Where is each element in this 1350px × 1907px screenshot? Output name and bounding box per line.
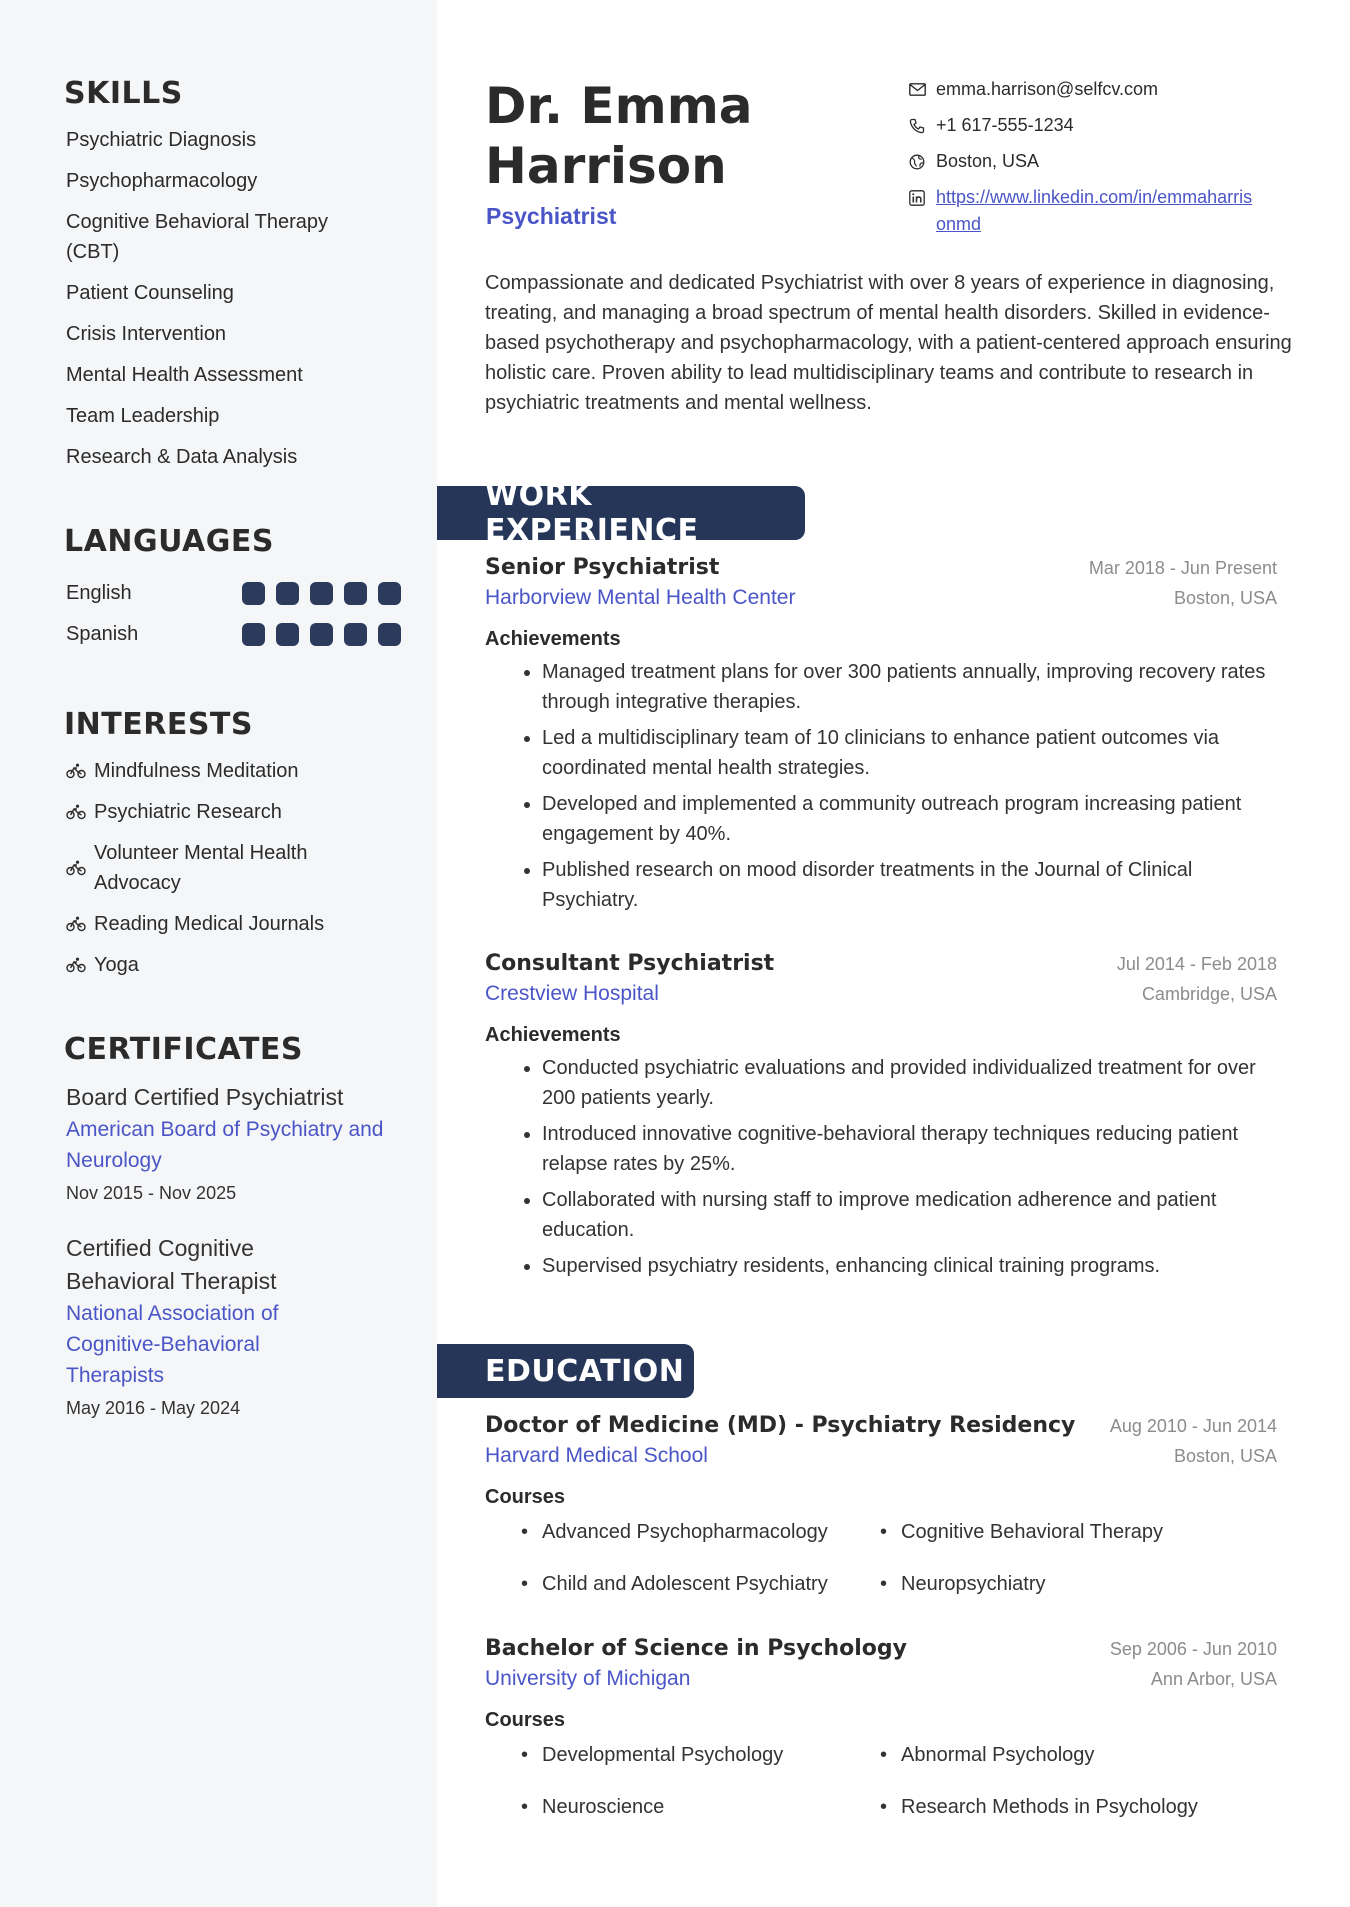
- achievements-label: Achievements: [485, 628, 621, 650]
- language-row: [64, 573, 401, 614]
- mail-icon: [909, 76, 931, 103]
- achievement-item: • Developed and implemented a community outreach program increasing patient engagement by 40%.: [542, 789, 1277, 849]
- certificate-dates: May 2016 - May 2024: [66, 1398, 241, 1418]
- certificate-org: National Association of Cognitive-Behavioral Therapists: [66, 1302, 279, 1387]
- course-item: • Research Methods in Psychology: [871, 1792, 1271, 1844]
- candidate-name: [485, 76, 753, 196]
- name-line: Harrison: [485, 137, 727, 195]
- sidebar: [0, 0, 437, 1907]
- language-name: English: [66, 582, 132, 604]
- job-entry: [485, 951, 1277, 1287]
- interest-label: Psychiatric Research: [94, 801, 282, 823]
- skill-item: Research & Data Analysis: [66, 446, 298, 468]
- achievement-item: • Managed treatment plans for over 300 patients annually, improving recovery rates through integrative therapies.: [542, 657, 1277, 717]
- profile-summary: Compassionate and dedicated Psychiatrist with over 8 years of experience in diagnosing, treating, and managing a broad spectrum of mental health disorders. Skilled in evidence-based psychotherapy and psychopharmacology, with a patient-centered approach ensuring holistic care. Proven ability to lead multidisciplinary teams and contribute to research in psychiatric treatments and mental wellness.: [485, 272, 1292, 414]
- level-dot: [344, 623, 367, 646]
- education-heading: EDUCATION: [437, 1344, 694, 1398]
- skill-item: Patient Counseling: [66, 282, 234, 304]
- education-location: Ann Arbor, USA: [1150, 1669, 1277, 1689]
- linkedin-icon: [909, 184, 931, 211]
- level-dot: [276, 582, 299, 605]
- course-item: • Neuropsychiatry: [871, 1569, 1271, 1621]
- skills-heading: SKILLS: [64, 76, 183, 111]
- contact-email: [909, 76, 1259, 103]
- job-dates: Mar 2018 - Jun Present: [1088, 558, 1277, 578]
- language-level-dots: [242, 623, 401, 646]
- interest-label: Yoga: [94, 954, 139, 976]
- skill-item: Psychopharmacology: [66, 170, 258, 192]
- work-experience-heading: WORK EXPERIENCE: [437, 486, 805, 540]
- level-dot: [310, 623, 333, 646]
- email-text[interactable]: emma.harrison@selfcv.com: [936, 79, 1158, 99]
- level-dot: [378, 623, 401, 646]
- achievements-list: [485, 1053, 1277, 1281]
- school-name: Harvard Medical School: [485, 1444, 708, 1467]
- languages-heading: LANGUAGES: [64, 524, 274, 559]
- location-text: Boston, USA: [936, 151, 1040, 171]
- achievement-item: • Conducted psychiatric evaluations and provided individualized treatment for over 200 patients yearly.: [542, 1053, 1277, 1113]
- bicycle-icon: [66, 756, 88, 786]
- skill-item: Mental Health Assessment: [66, 364, 303, 386]
- achievement-item: • Introduced innovative cognitive-behavioral therapy techniques reducing patient relapse rates by 25%.: [542, 1119, 1277, 1179]
- contact-phone: [909, 112, 1259, 139]
- course-name: Developmental Psychology: [542, 1744, 784, 1766]
- achievement-item: • Published research on mood disorder treatments in the Journal of Clinical Psychiatry.: [542, 855, 1277, 915]
- courses-label: Courses: [485, 1486, 566, 1508]
- bicycle-icon: [66, 909, 88, 939]
- linkedin-link[interactable]: https://www.linkedin.com/in/emmaharrisonmd: [936, 187, 1253, 234]
- skill-item: Psychiatric Diagnosis: [66, 129, 257, 151]
- job-entry: [485, 555, 1277, 921]
- degree-title: Bachelor of Science in Psychology: [485, 1636, 907, 1661]
- job-company: Harborview Mental Health Center: [485, 586, 796, 609]
- level-dot: [378, 582, 401, 605]
- course-name: Research Methods in Psychology: [901, 1796, 1198, 1818]
- bicycle-icon: [66, 838, 88, 898]
- achievements-list: [485, 657, 1277, 915]
- course-item: • Child and Adolescent Psychiatry: [485, 1569, 871, 1621]
- school-name: University of Michigan: [485, 1667, 691, 1690]
- main-content: [437, 0, 1350, 1907]
- interests-list: [64, 756, 404, 980]
- skill-item: Cognitive Behavioral Therapy (CBT): [66, 211, 329, 263]
- level-dot: [310, 582, 333, 605]
- level-dot: [344, 582, 367, 605]
- education-entry: [485, 1413, 1277, 1621]
- level-dot: [276, 623, 299, 646]
- job-dates: Jul 2014 - Feb 2018: [1116, 954, 1277, 974]
- job-title: Consultant Psychiatrist: [485, 951, 775, 976]
- interest-label: Mindfulness Meditation: [94, 760, 299, 782]
- course-item: • Advanced Psychopharmacology: [485, 1517, 871, 1569]
- course-item: • Cognitive Behavioral Therapy: [871, 1517, 1271, 1569]
- job-location: Boston, USA: [1173, 588, 1277, 608]
- level-dot: [242, 623, 265, 646]
- course-name: Cognitive Behavioral Therapy: [901, 1521, 1164, 1543]
- course-item: • Abnormal Psychology: [871, 1740, 1271, 1792]
- course-name: Advanced Psychopharmacology: [542, 1521, 828, 1543]
- language-row: [64, 614, 401, 655]
- phone-text[interactable]: +1 617-555-1234: [936, 115, 1074, 135]
- skill-item: Crisis Intervention: [66, 323, 227, 345]
- interest-item: [66, 838, 404, 898]
- education-entry: [485, 1636, 1277, 1844]
- interest-item: [66, 909, 404, 939]
- achievements-label: Achievements: [485, 1024, 621, 1046]
- interest-label: Reading Medical Journals: [94, 913, 325, 935]
- contact-info: [909, 76, 1259, 247]
- certificates-heading: CERTIFICATES: [64, 1032, 304, 1067]
- skill-item: Team Leadership: [66, 405, 220, 427]
- course-item: • Developmental Psychology: [485, 1740, 871, 1792]
- interests-heading: INTERESTS: [64, 707, 253, 742]
- course-name: Neuropsychiatry: [901, 1573, 1046, 1595]
- degree-title: Doctor of Medicine (MD) - Psychiatry Residency: [485, 1413, 1076, 1438]
- language-name: Spanish: [66, 623, 139, 645]
- phone-icon: [909, 112, 931, 139]
- education-location: Boston, USA: [1173, 1446, 1277, 1466]
- certificate-dates: Nov 2015 - Nov 2025: [66, 1183, 237, 1203]
- achievement-item: • Led a multidisciplinary team of 10 clinicians to enhance patient outcomes via coordinated mental health strategies.: [542, 723, 1277, 783]
- certificate-item: [64, 1232, 334, 1421]
- contact-linkedin: [909, 184, 1259, 238]
- certificate-name: Board Certified Psychiatrist: [66, 1084, 344, 1110]
- sidebar-content: [64, 76, 404, 1421]
- level-dot: [242, 582, 265, 605]
- courses-list: [485, 1517, 1277, 1621]
- course-name: Neuroscience: [542, 1796, 665, 1818]
- bicycle-icon: [66, 797, 88, 827]
- achievement-item: • Collaborated with nursing staff to improve medication adherence and patient education.: [542, 1185, 1277, 1245]
- certificate-org: American Board of Psychiatry and Neurology: [66, 1118, 384, 1172]
- job-company: Crestview Hospital: [485, 982, 659, 1005]
- course-name: Child and Adolescent Psychiatry: [542, 1573, 828, 1595]
- languages-list: [64, 573, 401, 655]
- interest-label: Volunteer Mental Health Advocacy: [94, 842, 308, 894]
- interest-item: [66, 797, 404, 827]
- education-dates: Aug 2010 - Jun 2014: [1109, 1416, 1277, 1436]
- name-line: Dr. Emma: [485, 77, 753, 135]
- certificate-name: Certified Cognitive Behavioral Therapist: [66, 1235, 277, 1294]
- course-name: Abnormal Psychology: [901, 1744, 1095, 1766]
- courses-label: Courses: [485, 1709, 566, 1731]
- certificate-item: [64, 1081, 384, 1206]
- job-location: Cambridge, USA: [1141, 984, 1277, 1004]
- job-role: Psychiatrist: [486, 203, 617, 229]
- achievement-item: • Supervised psychiatry residents, enhancing clinical training programs.: [542, 1251, 1277, 1281]
- language-level-dots: [242, 582, 401, 605]
- courses-list: [485, 1740, 1277, 1844]
- globe-icon: [909, 148, 931, 175]
- course-item: • Neuroscience: [485, 1792, 871, 1844]
- interest-item: [66, 756, 404, 786]
- interest-item: [66, 950, 404, 980]
- education-dates: Sep 2006 - Jun 2010: [1109, 1639, 1277, 1659]
- skills-list: [64, 125, 404, 472]
- job-title: Senior Psychiatrist: [485, 555, 720, 580]
- bicycle-icon: [66, 950, 88, 980]
- contact-location: [909, 148, 1259, 175]
